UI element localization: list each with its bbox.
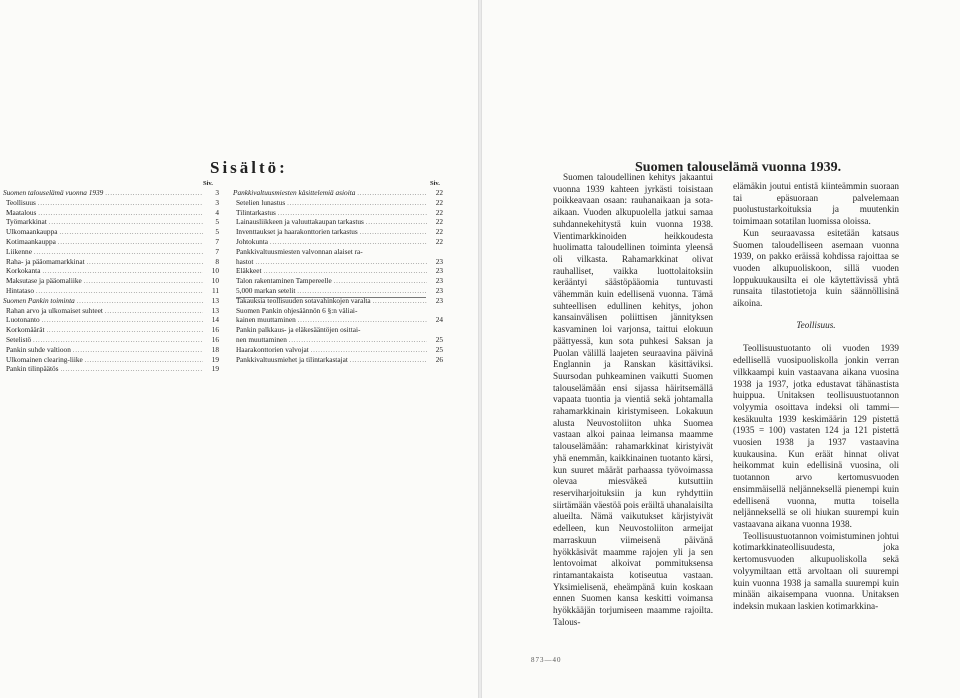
toc-entry: [3, 296, 219, 306]
toc-entry: [3, 345, 219, 355]
toc-entry: [3, 335, 219, 345]
toc-entry: [233, 227, 443, 237]
toc-leader-dots: [270, 239, 427, 247]
toc-leader-dots: [87, 259, 203, 267]
toc-entry-page: 22: [435, 217, 443, 227]
toc-entry: [233, 306, 443, 316]
toc-entry-title: Pankkivaltuusmiesten valvonnan alaiset ra-: [236, 246, 363, 256]
toc-entry-page: 24: [435, 315, 443, 325]
toc-entry-title: Teollisuus: [6, 197, 36, 207]
toc-leader-dots: [297, 288, 427, 296]
toc-leader-dots: [73, 347, 203, 355]
toc-entry-page: 10: [211, 276, 219, 286]
toc-entry: [233, 188, 443, 198]
toc-entry-title: Hintataso: [6, 285, 34, 295]
toc-leader-dots: [298, 317, 427, 325]
toc-entry: [3, 276, 219, 286]
toc-entry-title: 5,000 markan setelit: [236, 285, 296, 295]
toc-leader-dots: [49, 219, 203, 227]
toc-entry: [3, 306, 219, 316]
toc-leader-dots: [59, 229, 203, 237]
article-title: Suomen talouselämä vuonna 1939.: [635, 160, 842, 175]
toc-entry: [233, 355, 443, 365]
toc-entry-title: Takauksia teollisuuden sotavahinkojen varalta: [236, 295, 371, 305]
toc-leader-dots: [255, 259, 427, 267]
toc-entry: [233, 276, 443, 286]
toc-entry-page: 23: [435, 295, 443, 305]
toc-entry: [3, 315, 219, 325]
toc-leader-dots: [61, 366, 204, 374]
toc-entry: [233, 315, 443, 325]
toc-entry: [3, 355, 219, 365]
toc-entry-title: Suomen talouselämä vuonna 1939: [3, 188, 104, 197]
toc-entry-page: 22: [435, 197, 443, 207]
toc-entry-title: Rahan arvo ja ulkomaiset suhteet: [6, 305, 103, 315]
toc-entry-title: Pankkivaltuusmiehet ja tilintarkastajat: [236, 354, 348, 364]
toc-entry-page: 8: [215, 256, 219, 266]
toc-entry-page: 18: [211, 344, 219, 354]
toc-entry-title: Suomen Pankin ohjesäännön 6 §:n väliai-: [236, 305, 358, 315]
toc-entry-page: 22: [435, 207, 443, 217]
toc-entry-page: 13: [211, 305, 219, 315]
toc-entry-page: 22: [435, 188, 443, 197]
toc-entry-page: 16: [211, 334, 219, 344]
toc-leader-dots: [34, 249, 203, 257]
toc-entry: [233, 266, 443, 276]
toc-entry: [233, 237, 443, 247]
article-paragraph: elämäkin joutui entistä kiinteämmin suoraan tai epäsuoraan palvelemaan puolustustarkoituksia ja muutenkin toimimaan sotatilan luomissa oloissa.: [733, 181, 899, 227]
toc-entry: [3, 237, 219, 247]
toc-entry: [233, 208, 443, 218]
page-number: 873—40: [531, 656, 562, 664]
article-paragraph: Kun seuraavassa esitetään katsaus Suomen taloudelliseen asemaan vuonna 1939, on pakko eräissä kohdissa rajoittaa se vuoden alkupuoliskoon, sillä vuoden loppukuukausilta ei ole käytettävissä yhtä runsaita tilastotietoja kuin säännöllisinä aikoina.: [733, 227, 899, 309]
toc-entry: [3, 286, 219, 296]
toc-entry-title: Lainausliikkeen ja valuuttakaupan tarkastus: [236, 217, 364, 227]
article-paragraph: Teollisuustuotannon voimistuminen johtui kotimarkkinateollisuudesta, joka kertomusvuoden alkupuoliskolla sekä volyymiltaan että arvoltaan oli suurempi kuin vuonna 1938 ja samalla suurempi kuin minään aikaisempana vuonna. Unitaksen indeksin mukaan laskien kotimarkkina-: [733, 530, 899, 611]
toc-entry-title: Pankin suhde valtioon: [6, 344, 71, 354]
toc-entry-title: Inventtaukset ja haarakonttorien tarkastus: [236, 227, 358, 237]
toc-entry-title: Työmarkkinat: [6, 217, 47, 227]
toc-entry-page: 13: [211, 295, 219, 305]
toc-right-column: [233, 188, 443, 364]
left-page: [0, 0, 478, 698]
toc-leader-dots: [334, 278, 427, 286]
toc-entry-page: 7: [215, 246, 219, 256]
toc-entry-title: Korkokanta: [6, 266, 41, 276]
toc-entry-page: 23: [435, 285, 443, 295]
toc-entry-title: Suomen Pankin toiminta: [3, 295, 75, 305]
toc-entry-title: kainen muuttaminen: [236, 315, 296, 325]
toc-entry-page: 23: [435, 276, 443, 286]
toc-entry-title: Johtokunta: [236, 236, 269, 246]
toc-entry-title: Luotonanto: [6, 315, 40, 325]
toc-entry: [233, 198, 443, 208]
toc-entry-title: Tilintarkastus: [236, 207, 276, 217]
toc-page-header-left: Siv.: [203, 180, 213, 187]
toc-entry: [3, 227, 219, 237]
toc-entry-title: nen muuttaminen: [236, 334, 287, 344]
toc-leader-dots: [287, 200, 427, 208]
toc-entry-title: hastot: [236, 256, 254, 266]
toc-entry-page: 14: [211, 315, 219, 325]
toc-leader-dots: [278, 210, 427, 218]
toc-leader-dots: [42, 268, 203, 276]
toc-leader-dots: [289, 337, 427, 345]
toc-entry-page: 26: [435, 354, 443, 364]
toc-entry-title: Setelistö: [6, 334, 32, 344]
toc-leader-dots: [264, 268, 427, 276]
toc-entry-title: Kotimaankauppa: [6, 236, 56, 246]
toc-entry-page: 5: [215, 227, 219, 237]
toc-leader-dots: [85, 357, 203, 365]
toc-leader-dots: [84, 278, 203, 286]
article-paragraph: Teollisuustuotanto oli vuoden 1939 edellisellä vuosipuoliskolla jonkin verran vilkkaampi kuin vastaavana aikana vuosina 1938 ja 1937, jotka edustavat tähänastista huippua. Unitaksen teollisuustuotannon volyymia osoittava indeksi oli tammi—kesäkuulta 1939 keskimäärin 129 pistettä (1935 = 100) vastaten 124 ja 121 pistettä vuosien 1938 ja 1937 vastaavina kuukausina. Kun eräät hinnat olivat heikommat kuin edellisinä vuosina, oli tuotannon arvo kertomusvuoden ensimmäisellä neljänneksellä pienempi kuin edellisenä vuonna, mutta toisella neljänneksellä se oli hiukan suurempi kuin vastaavana aikana vuonna 1938.: [733, 343, 899, 529]
toc-leader-dots: [366, 219, 427, 227]
toc-leader-dots: [38, 210, 203, 218]
toc-entry-title: Haarakonttorien valvojat: [236, 344, 309, 354]
toc-entry-page: 19: [211, 354, 219, 364]
toc-bottom-rule: [236, 297, 426, 298]
toc-entry: [3, 188, 219, 198]
toc-leader-dots: [38, 200, 203, 208]
toc-entry-page: 25: [435, 334, 443, 344]
toc-entry: [233, 345, 443, 355]
toc-entry: [233, 217, 443, 227]
toc-leader-dots: [47, 327, 204, 335]
toc-entry: [3, 198, 219, 208]
toc-entry-page: 23: [435, 266, 443, 276]
toc-leader-dots: [77, 298, 203, 306]
toc-entry-title: Maksutase ja pääomaliike: [6, 276, 82, 286]
toc-entry: [3, 266, 219, 276]
article-column-1: [553, 172, 713, 628]
toc-leader-dots: [58, 239, 203, 247]
toc-entry-page: 23: [435, 256, 443, 266]
article-paragraph: Suomen taloudellinen kehitys jakaantui vuonna 1939 kahteen jyrkästi toisistaan poikkeavaan osaan: rauhanaikaan ja sota-aikaan. Vuoden alkupuolella jatkui samaa suhdannekehitystä kuin vuonna 1938. Vientimarkkinoiden heikkoudesta huolimatta taloudellinen toiminta yleensä oli vilkasta. Rahamarkkinat olivat rauhalliset, vaikka luottolaitoksiin kerääntyi säästöpääomia tuntuvasti vähemmän kuin edellisenä vuonna. Tämä suhteellisen edullinen kehitys, johon kansainvälisen poliittisen jännityksen kasvaminen loi varjonsa, taittui elokuun päättyessä, kun sota puhkesi Saksan ja Puolan välillä laajeten seuraavina päivinä Englannin ja Ranskan käsittäviksi. Suursodan puhkeaminen vaikutti Suomen talouselämään ensi sijassa häiritsemällä vapaata tuontia ja vientiä sekä johtamalla rahamarkkinain kiristymiseen. Lokakuun alusta Neuvostoliiton uhka Suomea vastaan alkoi painaa leimansa maamme talouselämään: rahamarkkinat kiristyivät yhä enemmän, kaikkinainen tuotanto kärsi, kun suuret määrät parhaassa työvoimassa olevaa miesväkeä kutsuttiin reserviharjoituksiin ja kun ryhdyttiin siirtämään väestöä pois eräiltä uhanalaisilta alueilta. Nämä vaikutukset kärjistyivät edelleen, kun Neuvostoliiton armeijat marraskuun viimeisenä päivänä hyökkäsivät maamme rajojen yli ja sen lentovoimat alkoivat pommituksensa rintamantakaista kotiseutua vastaan. Yksimielisenä, eheämpänä kuin koskaan ennen Suomen kansa keskitti voimansa hyökkääjän torjumiseen maamme rajoilta. Talous-: [553, 172, 713, 627]
toc-entry-page: 4: [215, 207, 219, 217]
toc-entry-title: Raha- ja pääomamarkkinat: [6, 256, 85, 266]
toc-entry-page: 3: [215, 197, 219, 207]
toc-entry-title: Ulkomaankauppa: [6, 227, 58, 237]
toc-entry: [3, 364, 219, 374]
toc-entry-title: Korkomäärät: [6, 325, 45, 335]
toc-leader-dots: [105, 190, 203, 198]
toc-entry-page: 25: [435, 344, 443, 354]
toc-entry-title: Ulkomainen clearing-liike: [6, 354, 83, 364]
toc-left-column: [3, 188, 219, 374]
toc-entry: [233, 286, 443, 296]
toc-entry-page: 3: [215, 188, 219, 197]
toc-entry: [3, 325, 219, 335]
toc-leader-dots: [360, 229, 427, 237]
toc-entry-page: 19: [211, 364, 219, 374]
toc-entry: [233, 335, 443, 345]
toc-entry-title: Pankin tilinpäätös: [6, 364, 59, 374]
toc-entry-page: 22: [435, 227, 443, 237]
toc-leader-dots: [311, 347, 427, 355]
toc-entry-page: 16: [211, 325, 219, 335]
toc-leader-dots: [357, 190, 427, 198]
toc-entry-title: Pankkivaltuusmiesten käsittelemiä asioita: [233, 188, 356, 197]
article-column-2: [733, 181, 899, 613]
toc-entry: [3, 208, 219, 218]
section-heading: Teollisuus.: [796, 319, 836, 330]
toc-leader-dots: [33, 337, 203, 345]
toc-entry-title: Talon rakentaminen Tampereelle: [236, 276, 332, 286]
toc-entry-title: Liikenne: [6, 246, 32, 256]
toc-leader-dots: [373, 298, 427, 306]
toc-entry: [233, 325, 443, 335]
toc-title: Sisältö:: [210, 158, 288, 177]
toc-leader-dots: [36, 288, 203, 296]
toc-entry-page: 5: [215, 217, 219, 227]
toc-leader-dots: [350, 357, 427, 365]
toc-entry-title: Eläkkeet: [236, 266, 262, 276]
toc-entry: [3, 217, 219, 227]
toc-page-header-right: Siv.: [430, 180, 440, 187]
toc-entry-title: Pankin palkkaus- ja eläkesääntöjen osittai-: [236, 325, 361, 335]
toc-leader-dots: [42, 317, 203, 325]
toc-entry: [233, 257, 443, 267]
toc-entry: [3, 257, 219, 267]
toc-entry-page: 22: [435, 236, 443, 246]
right-page: [482, 0, 960, 698]
toc-entry: [233, 247, 443, 257]
toc-leader-dots: [105, 308, 203, 316]
toc-entry: [3, 247, 219, 257]
toc-entry-page: 10: [211, 266, 219, 276]
toc-entry-page: 7: [215, 236, 219, 246]
toc-entry-title: Setelien lunastus: [236, 197, 286, 207]
toc-entry-page: 11: [211, 285, 219, 295]
toc-entry-title: Maatalous: [6, 207, 37, 217]
